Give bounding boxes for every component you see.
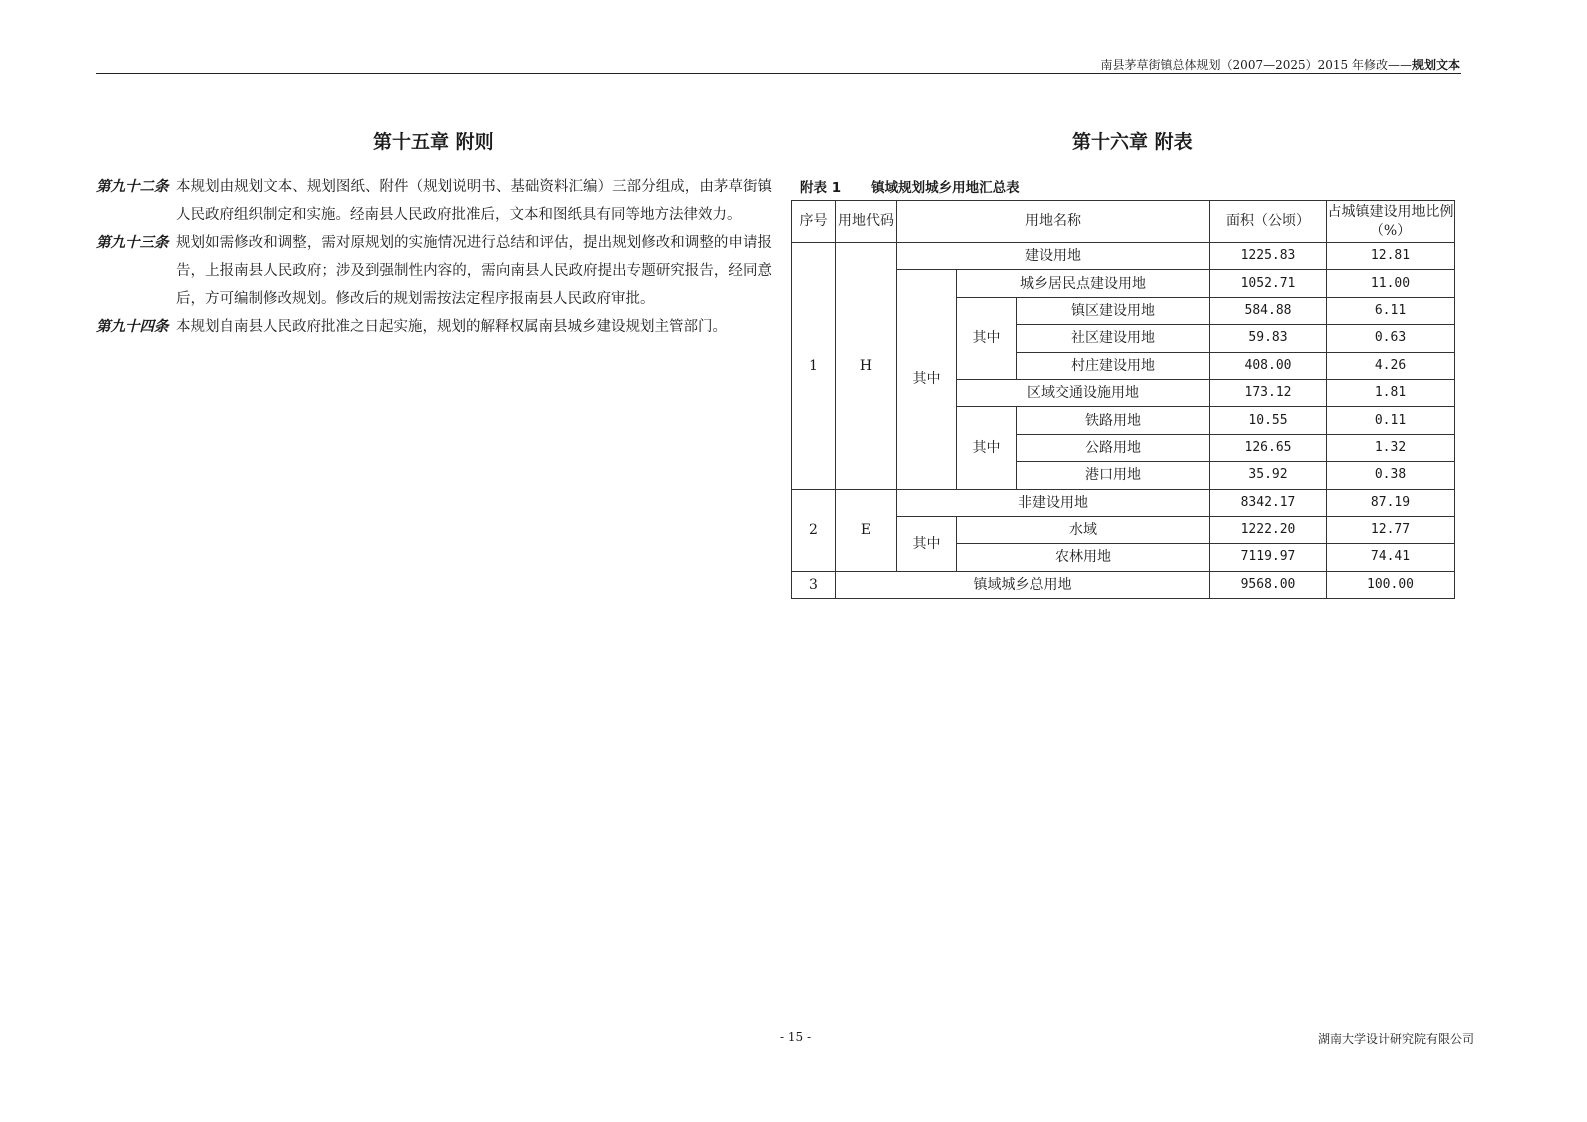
cell-area: 126.65 (1210, 434, 1327, 461)
chapter-15-title: 第十五章 附则 (373, 131, 494, 153)
cell-name: 水域 (957, 516, 1210, 543)
cell-qizhong: 其中 (957, 407, 1017, 489)
cell-area: 1222.20 (1210, 516, 1327, 543)
article-text: 规划如需修改和调整，需对原规划的实施情况进行总结和评估，提出规划修改和调整的申请报告，上报南县人民政府；涉及到强制性内容的，需向南县人民政府提出专题研究报告，经同意后，方可编制修改规划。修改后的规划需按法定程序报南县人民政府审批。 (176, 235, 772, 307)
cell-qizhong: 其中 (897, 516, 957, 571)
cell-ratio: 6.11 (1327, 297, 1455, 324)
header-seq: 序号 (792, 201, 836, 243)
header-ratio: 占城镇建设用地比例（%） (1327, 201, 1455, 243)
cell-ratio: 0.63 (1327, 325, 1455, 352)
cell-area: 7119.97 (1210, 544, 1327, 571)
cell-name: 农林用地 (957, 544, 1210, 571)
cell-ratio: 74.41 (1327, 544, 1455, 571)
cell-ratio: 11.00 (1327, 270, 1455, 297)
cell-ratio: 100.00 (1327, 571, 1455, 598)
land-use-summary-table (791, 200, 1455, 599)
cell-ratio: 12.77 (1327, 516, 1455, 543)
table-row (792, 243, 1455, 270)
page-number: - 15 - (780, 1030, 812, 1044)
cell-ratio: 12.81 (1327, 243, 1455, 270)
cell-ratio: 1.81 (1327, 379, 1455, 406)
cell-name: 镇区建设用地 (1017, 297, 1210, 324)
article-94 (96, 313, 772, 341)
cell-area: 1225.83 (1210, 243, 1327, 270)
cell-seq: 1 (792, 243, 836, 490)
article-number: 第九十三条 (96, 234, 169, 251)
cell-seq: 2 (792, 489, 836, 571)
cell-area: 9568.00 (1210, 571, 1327, 598)
cell-name: 区域交通设施用地 (957, 379, 1210, 406)
chapter-15-body (96, 173, 772, 341)
cell-area: 10.55 (1210, 407, 1327, 434)
article-92 (96, 173, 772, 229)
header-area: 面积（公顷） (1210, 201, 1327, 243)
table-caption-title: 镇域规划城乡用地汇总表 (871, 180, 1020, 196)
cell-ratio: 0.11 (1327, 407, 1455, 434)
header-name: 用地名称 (897, 201, 1210, 243)
cell-qizhong: 其中 (897, 270, 957, 489)
header-code: 用地代码 (836, 201, 897, 243)
article-number: 第九十四条 (96, 318, 169, 335)
table-caption-number: 附表 1 (800, 180, 842, 196)
header-doc-type: 规划文本 (1411, 58, 1460, 72)
cell-area: 173.12 (1210, 379, 1327, 406)
article-text: 本规划由规划文本、规划图纸、附件（规划说明书、基础资料汇编）三部分组成，由茅草街镇人民政府组织制定和实施。经南县人民政府批准后，文本和图纸具有同等地方法律效力。 (176, 179, 772, 223)
running-header (1101, 56, 1460, 73)
footer-organization: 湖南大学设计研究院有限公司 (1317, 1032, 1474, 1046)
table-header-row (792, 201, 1455, 243)
article-text: 本规划自南县人民政府批准之日起实施，规划的解释权属南县城乡建设规划主管部门。 (176, 319, 727, 335)
table-row (792, 571, 1455, 598)
cell-name: 村庄建设用地 (1017, 352, 1210, 379)
cell-area: 1052.71 (1210, 270, 1327, 297)
cell-area: 8342.17 (1210, 489, 1327, 516)
cell-name: 镇域城乡总用地 (836, 571, 1210, 598)
cell-ratio: 1.32 (1327, 434, 1455, 461)
cell-ratio: 4.26 (1327, 352, 1455, 379)
cell-name: 铁路用地 (1017, 407, 1210, 434)
cell-ratio: 0.38 (1327, 462, 1455, 489)
article-number: 第九十二条 (96, 178, 169, 195)
cell-name: 城乡居民点建设用地 (957, 270, 1210, 297)
header-rule (96, 73, 1461, 74)
cell-name: 建设用地 (897, 243, 1210, 270)
article-93 (96, 229, 772, 313)
cell-area: 35.92 (1210, 462, 1327, 489)
cell-code: H (836, 243, 897, 490)
cell-ratio: 87.19 (1327, 489, 1455, 516)
cell-name: 公路用地 (1017, 434, 1210, 461)
cell-qizhong: 其中 (957, 297, 1017, 379)
chapter-16-title: 第十六章 附表 (1072, 131, 1193, 153)
header-doc-title: 南县茅草街镇总体规划（2007—2025）2015 年修改—— (1100, 58, 1412, 72)
table-caption (800, 176, 1020, 196)
cell-name: 港口用地 (1017, 462, 1210, 489)
table-row (792, 489, 1455, 516)
cell-name: 非建设用地 (897, 489, 1210, 516)
cell-code: E (836, 489, 897, 571)
cell-area: 408.00 (1210, 352, 1327, 379)
cell-name: 社区建设用地 (1017, 325, 1210, 352)
cell-area: 59.83 (1210, 325, 1327, 352)
cell-area: 584.88 (1210, 297, 1327, 324)
cell-seq: 3 (792, 571, 836, 598)
